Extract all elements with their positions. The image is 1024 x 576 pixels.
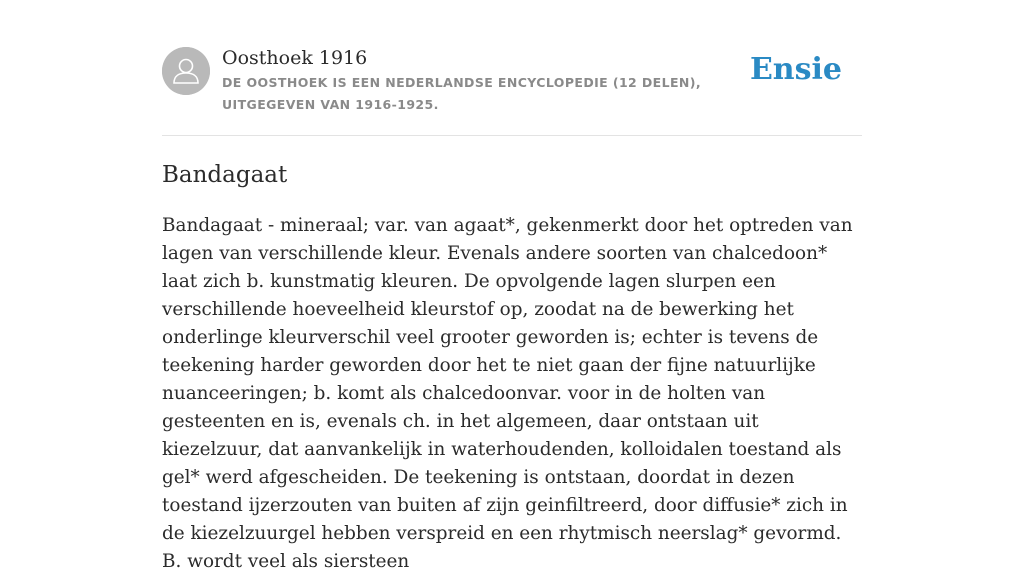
source-name[interactable]: Oosthoek 1916 (222, 47, 368, 69)
source-header (162, 46, 862, 136)
article-body: Bandagaat - mineraal; var. van agaat*, gekenmerkt door het optreden van lagen van verschillende kleur. Evenals andere soorten van chalcedoon* laat zich b. kunstmatig kleuren. De opvolgende lagen slurpen een verschillende hoeveelheid kleurstof op, zoodat na de bewerking het onderlinge kleurverschil veel grooter geworden is; echter is tevens de teekening harder geworden door het te niet gaan der fijne natuurlijke nuanceeringen; b. komt als chalcedoonvar. voor in de holten van gesteenten en is, evenals ch. in het algemeen, daar ontstaan uit kiezelzuur, dat aanvankelijk in waterhoudenden, kolloidalen toestand als gel* werd afgescheiden. De teekening is ontstaan, doordat in dezen toestand ijzerzouten van buiten af zijn geinfiltreerd, door diffusie* zich in de kiezelzuurgel hebben verspreid en een rhytmisch neerslag* gevormd. B. wordt veel als siersteen (162, 215, 853, 572)
ensie-logo[interactable]: Ensie (749, 52, 842, 87)
source-description: DE OOSTHOEK IS EEN NEDERLANDSE ENCYCLOPEDIE (12 DELEN), UITGEGEVEN VAN 1916-1925. (222, 75, 702, 112)
article-title: Bandagaat (162, 162, 288, 188)
user-placeholder-icon[interactable] (162, 47, 210, 95)
